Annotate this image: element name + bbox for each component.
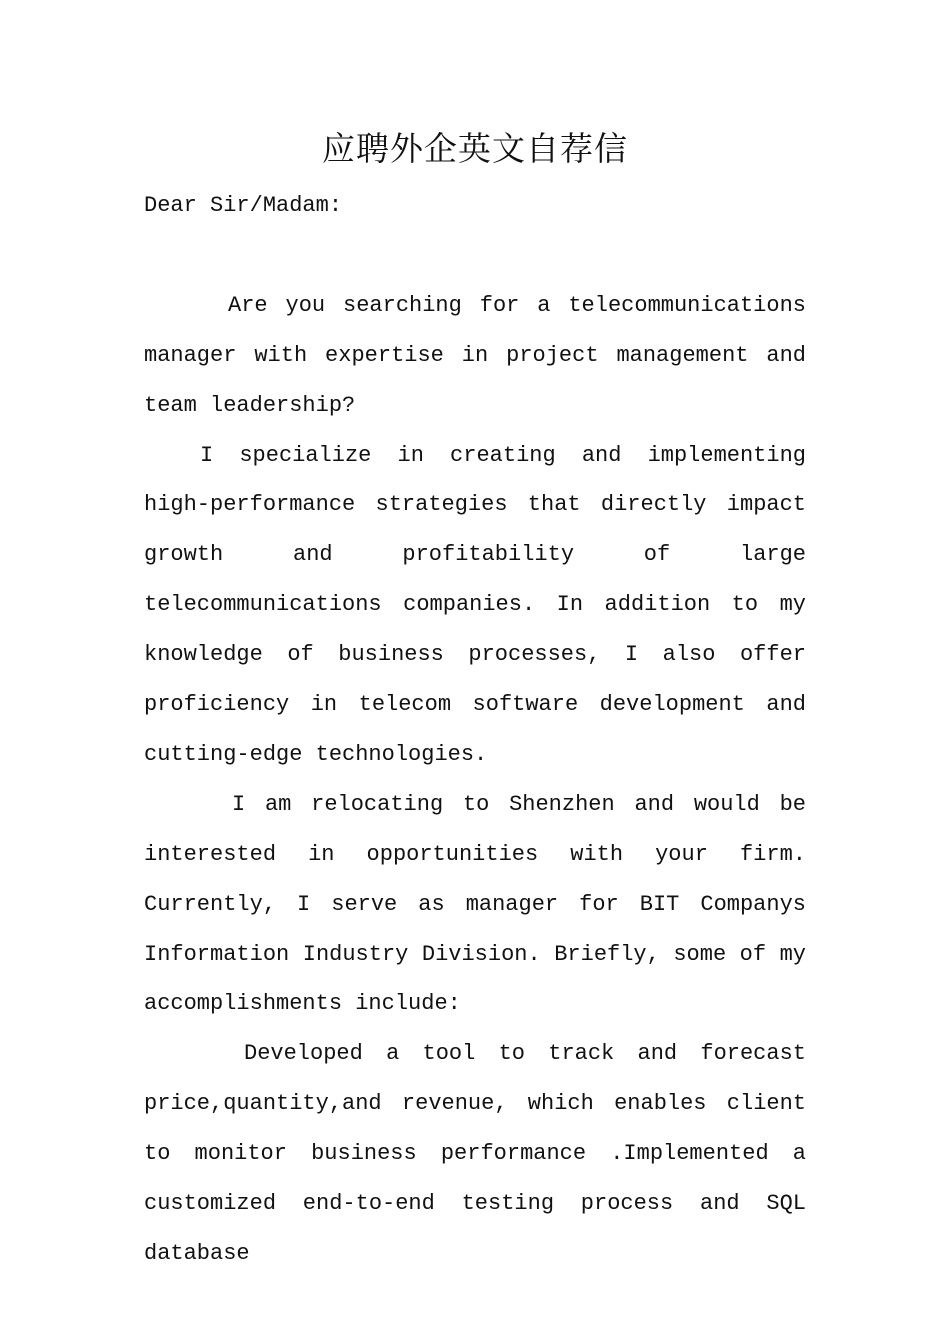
paragraph-accomplishments: Developed a tool to track and forecast price,quantity,and revenue, which enables client to monitor business performance .Implemented a customized end-to-end testing process and SQL database — [144, 1041, 806, 1267]
paragraph-intro: Are you searching for a telecommunications manager with expertise in project management and team leadership? — [144, 292, 806, 418]
salutation: Dear Sir/Madam: — [144, 193, 343, 218]
paragraph-specialization: I specialize in creating and implementing high-performance strategies that directly impact growth and profitability of large telecommunications companies. In addition to my knowledge of business processes, I also offer proficiency in telecom software development and cutting-edge technologies. — [144, 442, 806, 767]
letter-body — [144, 181, 806, 1279]
paragraph-relocation: I am relocating to Shenzhen and would be interested in opportunities with your firm. Currently, I serve as manager for BIT Companys Information Industry Division. Briefly, some of my accomplishments include: — [144, 791, 806, 1017]
document-title: 应聘外企英文自荐信 — [322, 129, 628, 168]
